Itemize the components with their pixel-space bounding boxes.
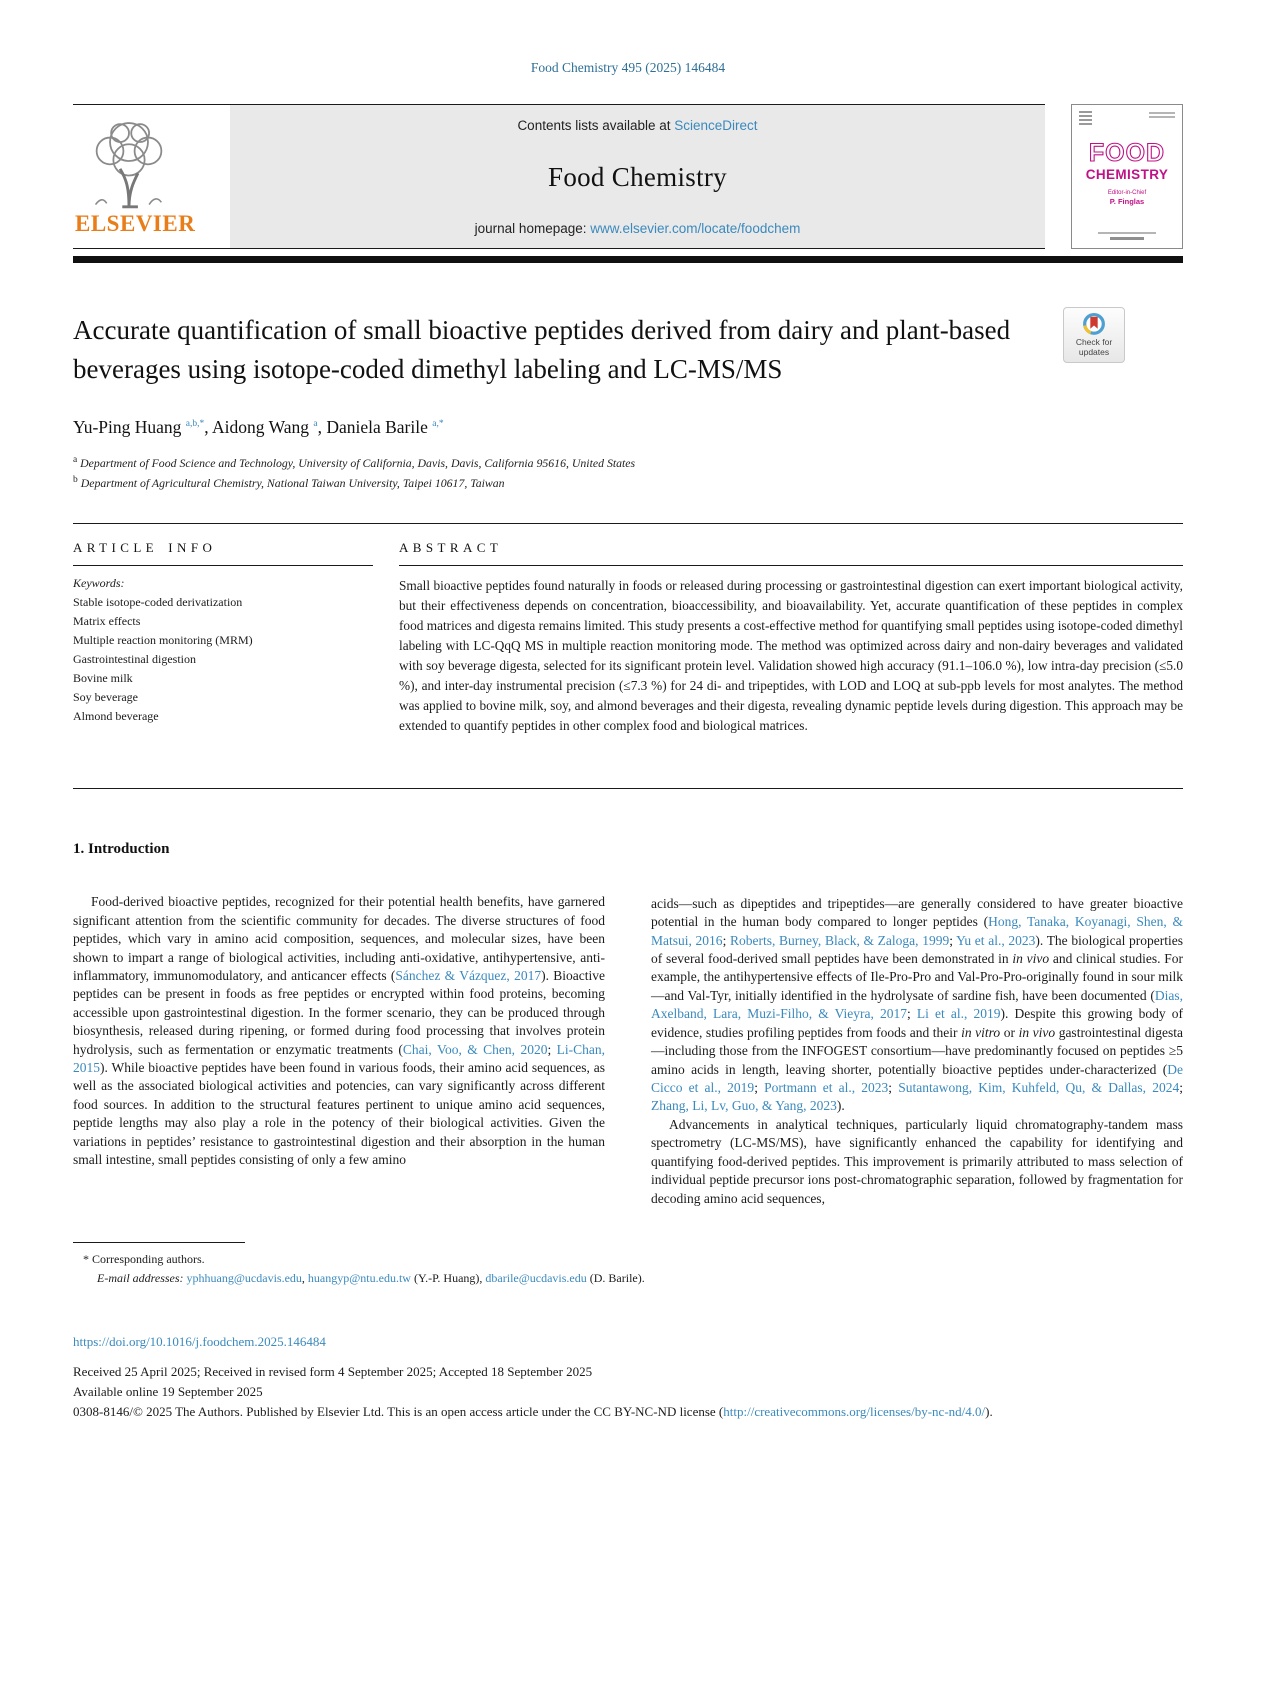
inline-link[interactable]: De Cicco et al., 2019	[651, 1061, 1183, 1095]
text-segment: , Daniela Barile	[317, 417, 433, 438]
journal-homepage-link[interactable]: www.elsevier.com/locate/foodchem	[590, 221, 801, 236]
text-segment: ).	[985, 1404, 993, 1420]
intro-paragraph-1-continued	[651, 895, 1183, 1116]
text-segment: Yu-Ping Huang	[73, 417, 186, 438]
inline-link[interactable]: Zhang, Li, Lv, Guo, & Yang, 2023	[651, 1098, 837, 1114]
affiliations	[73, 454, 1183, 493]
text-segment: , Aidong Wang	[204, 417, 314, 438]
affiliation-b	[73, 474, 1183, 493]
check-updates-icon	[1081, 312, 1107, 338]
superscript: a	[73, 455, 78, 466]
sciencedirect-link[interactable]: ScienceDirect	[674, 118, 758, 133]
text-segment: ;	[907, 1006, 917, 1022]
keyword: Soy beverage	[73, 690, 138, 705]
available-online-line: Available online 19 September 2025	[73, 1384, 263, 1400]
received-dates-line: Received 25 April 2025; Received in revised form 4 September 2025; Accepted 18 September 2025	[73, 1364, 593, 1380]
inline-link[interactable]: huangyp@ntu.edu.tw	[307, 1270, 411, 1285]
masthead-divider-bar	[73, 256, 1183, 263]
elsevier-logo[interactable]	[73, 105, 230, 248]
keyword: Stable isotope-coded derivatization	[73, 595, 243, 610]
contents-line	[240, 118, 1035, 133]
text-segment: ;	[722, 932, 730, 948]
keyword: Multiple reaction monitoring (MRM)	[73, 633, 253, 648]
cover-issn-text	[1149, 112, 1175, 120]
article-title: Accurate quantification of small bioactive peptides derived from dairy and plant-based beverages using isotope-coded dimethyl labeling and LC-MS/MS	[73, 315, 1011, 385]
text-segment: in vitro	[961, 1024, 1001, 1040]
inline-link[interactable]: Roberts, Burney, Black, & Zaloga, 1999	[730, 932, 950, 948]
check-updates-label: Check for updates	[1075, 337, 1113, 357]
cover-sciencedirect-mark	[1110, 237, 1144, 240]
contents-prefix: Contents lists available at	[517, 118, 675, 133]
cover-title-food: FOOD	[1088, 139, 1166, 167]
cover-title-chemistry: CHEMISTRY	[1085, 167, 1169, 182]
text-segment: gastrointestinal digesta—including those from the INFOGEST consortium—have predominantly focused on peptides ≥5 amino acids in length, leaving shorter, potentially bioactive peptides under-characterized (	[651, 1024, 1183, 1077]
text-segment: Department of Food Science and Technology, University of California, Davis, Davis, California 95616, United States	[77, 456, 636, 471]
homepage-line	[240, 221, 1035, 236]
inline-link[interactable]: Li et al., 2019	[916, 1006, 1001, 1022]
footnotes	[73, 1242, 1183, 1286]
text-segment: acids—such as dipeptides and tripeptides—are generally considered to have greater bioactive potential in the human body compared to longer peptides (	[651, 895, 1183, 930]
inline-link[interactable]: Hong, Tanaka, Koyanagi, Shen, & Matsui, 2016	[651, 914, 1183, 948]
doi-link[interactable]: https://doi.org/10.1016/j.foodchem.2025.146484	[73, 1333, 326, 1349]
text-segment: ;	[754, 1080, 765, 1095]
author-list	[73, 417, 1183, 438]
text-segment: ,	[301, 1270, 308, 1285]
text-segment: 0308-8146/© 2025 The Authors. Published by Elsevier Ltd. This is an open access article under the CC BY-NC-ND license (	[73, 1404, 724, 1420]
inline-link[interactable]: yphhuang@ucdavis.edu	[186, 1270, 302, 1285]
intro-right-column	[651, 839, 1183, 1208]
text-segment: ;	[1179, 1080, 1183, 1095]
journal-cover-thumbnail	[1071, 104, 1183, 249]
intro-paragraph-2: Advancements in analytical techniques, particularly liquid chromatography-tandem mass spectrometry (LC-MS/MS), have significantly enhanced the capability for identifying and quantifying food-derived peptides. This improvement is primarily attributed to mass selection of individual peptide precursor ions post-chromatographic separation, followed by fragmentation for decoding amino acid sequences,	[651, 1116, 1183, 1206]
keyword: Gastrointestinal digestion	[73, 652, 196, 667]
inline-link[interactable]: Dias, Axelband, Lara, Muzi-Filho, & Vieyra, 2017	[651, 987, 1183, 1022]
abstract-text: Small bioactive peptides found naturally in foods or released during processing or gastrointestinal digestion can exert important biological activity, but their effectiveness depends on concentration, bioaccessibility, and bioavailability. Yet, accurate quantification of these peptides in complex food matrices and digesta remains limited. This study presents a cost-effective method for quantifying small peptides using isotope-coded dimethyl labeling with LC-QqQ MS in multiple reaction monitoring mode. The method was optimized across dairy and non-dairy beverages and validated with soy beverage digesta, selected for its significant protein level. Validation showed high accuracy (91.1–106.0 %), low intra-day precision (≤5.0 %), and inter-day instrumental precision (≤7.3 %) for 24 di- and tripeptides, with LOD and LOQ at sub-ppb levels for most analytes. The method was applied to bovine milk, soy, and almond beverages and their digesta, revealing dynamic peptide levels during digestion. This approach may be extended to quantify peptides in other complex food and biological matrices.	[399, 578, 1183, 733]
article-info-rule	[73, 565, 373, 566]
inline-link[interactable]: a	[313, 419, 318, 430]
masthead-center	[230, 105, 1045, 248]
text-segment: (D. Barile).	[586, 1270, 645, 1285]
keyword: Matrix effects	[73, 614, 141, 629]
keywords-label: Keywords:	[73, 576, 125, 591]
affiliation-a	[73, 454, 1183, 473]
article-footer	[73, 1332, 1183, 1423]
elsevier-tree-icon	[73, 113, 185, 209]
text-segment: ;	[547, 1041, 557, 1057]
text-segment: in vivo	[1018, 1024, 1056, 1040]
cover-editor-name: P. Finglas	[1109, 197, 1145, 206]
text-segment: ). While bioactive peptides have been found in various foods, their amino acid sequences, as well as the associated biological activities and potencies, can vary significantly across different food sources. In addition to the structural features pertinent to unique amino acid sequences, peptide lengths may also play a role in the potency of their biological activities. Given the variations in peptides’ resistance to gastrointestinal digestion and their absorption in the human small intestine, small peptides consisting of only a few amino	[73, 1060, 605, 1168]
superscript: b	[73, 474, 78, 485]
text-segment: (Y.-P. Huang),	[410, 1270, 486, 1285]
journal-masthead	[73, 104, 1183, 249]
text-segment: ). Despite this growing body of evidence, studies profiling peptides from foods and their	[651, 1006, 1183, 1040]
intro-paragraph-1	[73, 893, 605, 1169]
inline-link[interactable]: a,*	[432, 419, 444, 430]
text-segment: and clinical studies. For example, the antihypertensive effects of Ile-Pro-Pro and Val-Pro-Pro-originally found in sour milk—and Val-Tyr, initially identified in the hydrolysate of sardine fish, have been documented (	[651, 951, 1183, 1003]
text-segment: ;	[949, 932, 957, 948]
email-addresses-line	[73, 1271, 1183, 1286]
inline-link[interactable]: Sutantawong, Kim, Kuhfeld, Qu, & Dallas, 2024	[898, 1080, 1180, 1095]
text-segment: ). The biological properties of several food-derived small peptides have been demonstrated in	[651, 932, 1183, 967]
keyword: Almond beverage	[73, 709, 159, 723]
abstract-heading: ABSTRACT	[399, 540, 503, 556]
journal-citation[interactable]: Food Chemistry 495 (2025) 146484	[530, 60, 726, 75]
article-info-column	[73, 540, 373, 736]
inline-link[interactable]: Li-Chan, 2015	[73, 1041, 605, 1076]
check-for-updates-badge[interactable]	[1063, 307, 1125, 363]
section-divider	[73, 788, 1183, 789]
inline-link[interactable]: dbarile@ucdavis.edu	[485, 1270, 587, 1285]
text-segment: E-mail addresses:	[97, 1270, 187, 1285]
abstract-column	[399, 540, 1183, 736]
masthead-main	[73, 104, 1045, 249]
cover-footer-text	[1098, 232, 1156, 234]
intro-left-column	[73, 839, 605, 1208]
inline-link[interactable]: Portmann et al., 2023	[764, 1080, 889, 1095]
article-info-heading: ARTICLE INFO	[73, 540, 217, 556]
text-segment: or	[1000, 1024, 1019, 1040]
inline-link[interactable]: http://creativecommons.org/licenses/by-nc-nd/4.0/	[723, 1404, 986, 1420]
copyright-line	[73, 1402, 1053, 1422]
inline-link[interactable]: Chai, Voo, & Chen, 2020	[402, 1041, 548, 1057]
footnote-rule	[73, 1242, 245, 1243]
cover-publisher-mark	[1079, 111, 1092, 126]
text-segment: ). Bioactive peptides can be present in foods as free peptides or encrypted within food proteins, becoming accessible upon gastrointestinal digestion. In the former scenario, they can be produced through biosynthesis, released during ripening, or formed during food processing that involves protein hydrolysis, such as fermentation or enzymatic treatments (	[73, 967, 605, 1057]
inline-link[interactable]: Yu et al., 2023	[956, 932, 1036, 948]
keyword: Bovine milk	[73, 671, 133, 686]
inline-link[interactable]: a,b,*	[185, 419, 205, 430]
text-segment: Food-derived bioactive peptides, recognized for their potential health benefits, have garnered significant attention from the scientific community for decades. The diverse structures of food peptides, which vary in amino acid composition, sequences, and molecular sizes, have been shown to impart a range of biological activities, including anti-oxidative, antihypertensive, anti-inflammatory, immunomodulatory, and anticancer effects (	[73, 894, 605, 983]
elsevier-wordmark: ELSEVIER	[75, 211, 196, 236]
journal-title: Food Chemistry	[548, 161, 727, 192]
text-segment: ;	[888, 1080, 899, 1095]
section-heading-introduction: 1. Introduction	[73, 840, 170, 857]
text-segment: ).	[836, 1098, 845, 1114]
corresponding-authors-note: * Corresponding authors.	[83, 1251, 205, 1266]
inline-link[interactable]: Sánchez & Vázquez, 2017	[395, 967, 542, 983]
cover-editor-label: Editor-in-Chief	[1107, 190, 1147, 196]
homepage-prefix: journal homepage:	[474, 221, 591, 236]
abstract-rule	[399, 565, 1183, 566]
text-segment: in vivo	[1012, 951, 1050, 967]
text-segment: Department of Agricultural Chemistry, National Taiwan University, Taipei 10617, Taiwan	[77, 475, 505, 490]
